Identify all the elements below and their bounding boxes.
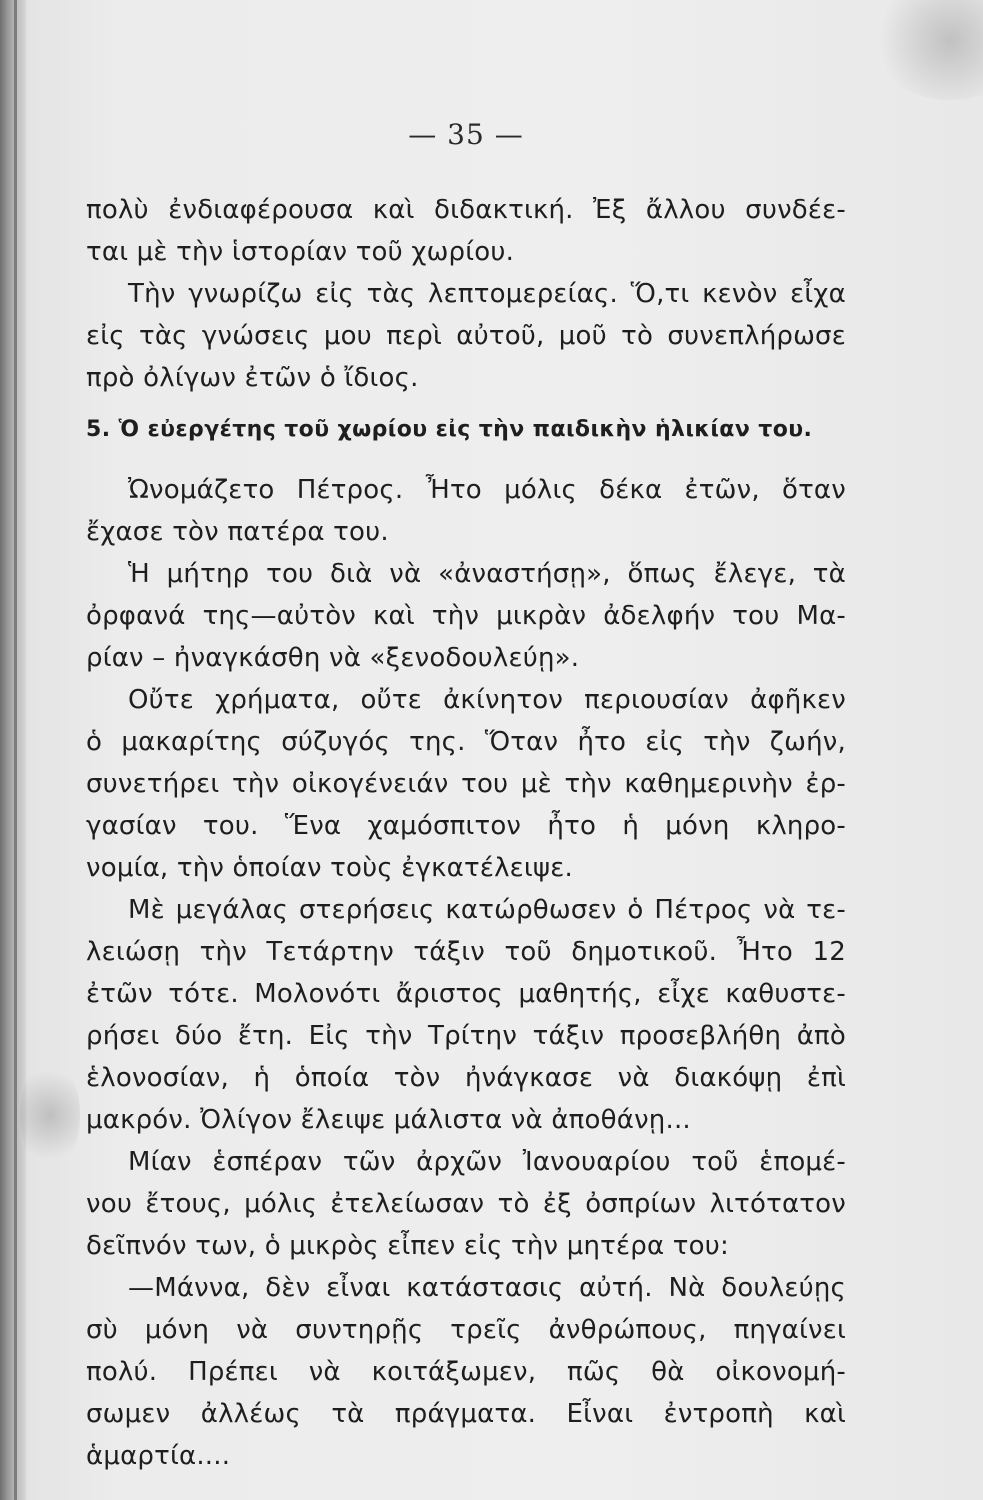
text-line: ὁ μακαρίτης σύζυγός της. Ὅταν ἦτο εἰς τὴν ζωήν, <box>86 727 846 757</box>
text-line: γασίαν του. Ἕνα χαμόσπιτον ἦτο ἡ μόνη κληρο- <box>86 811 846 841</box>
text-line: ἑλονοσίαν, ἡ ὁποία τὸν ἠνάγκασε νὰ διακόψῃ ἐπὶ <box>86 1063 846 1093</box>
paper-stain <box>20 1060 80 1170</box>
text-line: νομία, τὴν ὁποίαν τοὺς ἐγκατέλειψε. <box>86 853 573 883</box>
text-line: λειώσῃ τὴν Τετάρτην τάξιν τοῦ δημοτικοῦ. Ἦτο 12 <box>86 937 846 967</box>
text-line: νου ἔτους, μόλις ἐτελείωσαν τὸ ἐξ ὀσπρίων λιτότατον <box>86 1189 846 1219</box>
text-line: πολὺ ἐνδιαφέρουσα καὶ διδακτική. Ἐξ ἄλλου συνδέε- <box>86 195 846 225</box>
text-line: πολύ. Πρέπει νὰ κοιτάξωμεν, πῶς θὰ οἰκονομή- <box>86 1357 846 1387</box>
text-line: σὺ μόνη νὰ συντηρῇς τρεῖς ἀνθρώπους, πηγαίνει <box>86 1315 846 1345</box>
gutter-line <box>14 0 17 1500</box>
section-heading: 5. Ὁ εὐεργέτης τοῦ χωρίου εἰς τὴν παιδικὴν ἡλικίαν του. <box>86 417 813 442</box>
text-line: σωμεν ἀλλέως τὰ πράγματα. Εἶναι ἐντροπὴ καὶ <box>86 1399 846 1429</box>
text-line: ἐτῶν τότε. Μολονότι ἄριστος μαθητής, εἶχε καθυστε- <box>86 979 846 1009</box>
text-line: Οὔτε χρήματα, οὔτε ἀκίνητον περιουσίαν ἀφῆκεν <box>128 685 846 715</box>
text-line: Μίαν ἑσπέραν τῶν ἀρχῶν Ἰανουαρίου τοῦ ἑπομέ- <box>128 1147 846 1177</box>
text-line: Ἡ μήτηρ του διὰ νὰ «ἀναστήσῃ», ὅπως ἔλεγε, τὰ <box>128 559 846 589</box>
text-line: ἔχασε τὸν πατέρα του. <box>86 517 389 547</box>
text-line: εἰς τὰς γνώσεις μου περὶ αὐτοῦ, μοῦ τὸ συνεπλήρωσε <box>86 321 846 351</box>
text-line: συνετήρει τὴν οἰκογένειάν του μὲ τὴν καθημερινὴν ἐρ- <box>86 769 846 799</box>
text-line: πρὸ ὀλίγων ἐτῶν ὁ ἴδιος. <box>86 363 419 393</box>
text-line: μακρόν. Ὀλίγον ἔλειψε μάλιστα νὰ ἀποθάνῃ... <box>86 1105 691 1135</box>
text-line: Ὠνομάζετο Πέτρος. Ἦτο μόλις δέκα ἐτῶν, ὅταν <box>128 475 846 505</box>
text-line: δεῖπνόν των, ὁ μικρὸς εἶπεν εἰς τὴν μητέρα του: <box>86 1231 729 1261</box>
book-spine-shadow <box>0 0 26 1500</box>
text-line: ἁμαρτία.... <box>86 1441 231 1471</box>
text-line: ρήσει δύο ἔτη. Εἰς τὴν Τρίτην τάξιν προσεβλήθη ἀπὸ <box>86 1021 846 1051</box>
text-line: ὀρφανά της—αὐτὸν καὶ τὴν μικρὰν ἀδελφήν του Μα- <box>86 601 846 631</box>
text-line: —Μάννα, δὲν εἶναι κατάστασις αὐτή. Νὰ δουλεύῃς <box>128 1273 846 1303</box>
text-line: ται μὲ τὴν ἱστορίαν τοῦ χωρίου. <box>86 237 515 267</box>
text-line: ρίαν – ἠναγκάσθη νὰ «ξενοδουλεύῃ». <box>86 643 580 673</box>
text-line: Τὴν γνωρίζω εἰς τὰς λεπτομερείας. Ὅ,τι κενὸν εἶχα <box>128 279 846 309</box>
paper-stain <box>870 0 983 100</box>
text-line: Μὲ μεγάλας στερήσεις κατώρθωσεν ὁ Πέτρος νὰ τε- <box>128 895 846 925</box>
page-number: — 35 — <box>408 118 524 151</box>
